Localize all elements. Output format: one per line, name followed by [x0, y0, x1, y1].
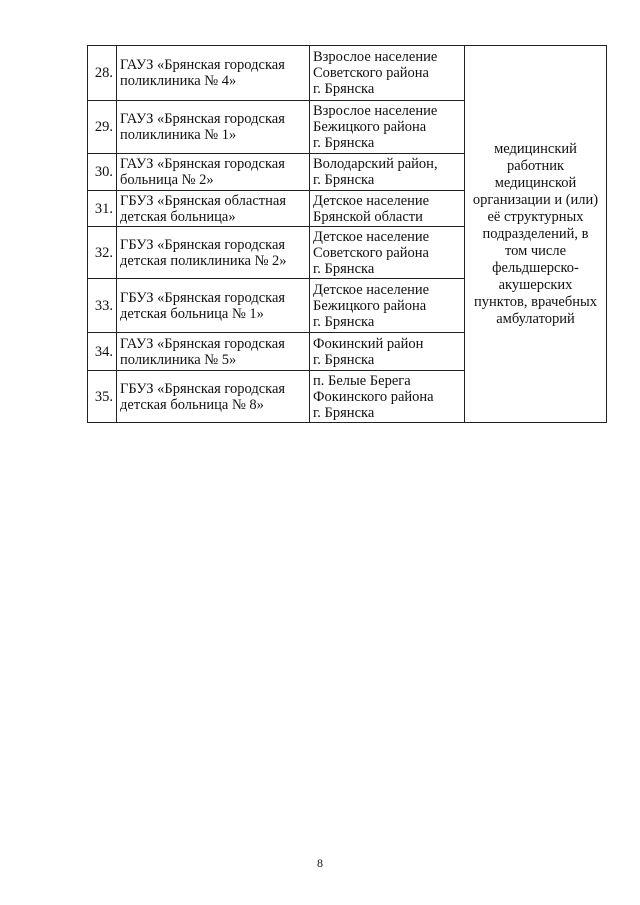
- row-number: 31.: [88, 191, 117, 227]
- table-row: [88, 46, 607, 101]
- responsible-line: медицинский: [494, 140, 577, 157]
- responsible-line: организации и (или): [472, 191, 599, 208]
- row-number: 29.: [88, 101, 117, 154]
- registry-table: [87, 45, 607, 423]
- service-area-line: Фокинского района: [313, 388, 434, 405]
- service-area-cell: [310, 101, 465, 154]
- organization-line: ГБУЗ «Брянская городская: [120, 236, 286, 253]
- organization-line: детская больница № 8»: [120, 396, 264, 413]
- service-area-line: г. Брянска: [313, 313, 375, 330]
- service-area-line: Брянской области: [313, 208, 423, 225]
- responsible-line: акушерских: [498, 276, 573, 293]
- organization-line: детская поликлиника № 2»: [120, 252, 287, 269]
- service-area-cell: [310, 191, 465, 227]
- service-area-line: Советского района: [313, 65, 429, 81]
- row-number: 30.: [88, 154, 117, 191]
- organization-cell: [117, 46, 310, 101]
- organization-line: ГАУЗ «Брянская городская: [120, 111, 285, 127]
- organization-line: ГБУЗ «Брянская областная: [120, 192, 286, 209]
- service-area-line: г. Брянска: [313, 81, 375, 97]
- organization-line: поликлиника № 5»: [120, 351, 237, 368]
- responsible-line: работник: [506, 157, 565, 174]
- row-number: 32.: [88, 227, 117, 279]
- service-area-line: Бежицкого района: [313, 119, 427, 135]
- service-area-cell: [310, 333, 465, 371]
- organization-line: больница № 2»: [120, 172, 214, 188]
- service-area-line: Советского района: [313, 244, 429, 261]
- row-number: 35.: [88, 371, 117, 423]
- service-area-line: Детское население: [313, 228, 430, 245]
- service-area-line: Бежицкого района: [313, 297, 427, 314]
- responsible-line: пунктов, врачебных: [474, 293, 597, 310]
- service-area-line: п. Белые Берега: [313, 372, 411, 389]
- service-area-line: Володарский район,: [313, 156, 438, 172]
- service-area-cell: [310, 279, 465, 333]
- service-area-cell: [310, 46, 465, 101]
- responsible-line: медицинской: [494, 174, 577, 191]
- organization-cell: [117, 227, 310, 279]
- organization-line: ГБУЗ «Брянская городская: [120, 289, 286, 306]
- page-number: 8: [317, 856, 323, 870]
- responsible-line: её структурных: [487, 208, 584, 225]
- organization-cell: [117, 279, 310, 333]
- service-area-line: г. Брянска: [313, 404, 375, 421]
- organization-line: ГАУЗ «Брянская городская: [120, 335, 285, 352]
- service-area-line: Детское население: [313, 192, 430, 209]
- organization-line: поликлиника № 4»: [120, 73, 237, 89]
- organization-line: поликлиника № 1»: [120, 127, 237, 143]
- row-number: 34.: [88, 333, 117, 371]
- responsible-line: том числе: [504, 242, 567, 259]
- organization-line: ГАУЗ «Брянская городская: [120, 156, 285, 172]
- service-area-line: г. Брянска: [313, 135, 375, 151]
- organization-line: ГАУЗ «Брянская городская: [120, 57, 285, 73]
- organization-cell: [117, 101, 310, 154]
- service-area-line: г. Брянска: [313, 172, 375, 188]
- organization-line: ГБУЗ «Брянская городская: [120, 380, 286, 397]
- service-area-line: г. Брянска: [313, 260, 375, 277]
- row-number: 28.: [88, 46, 117, 101]
- responsible-line: подразделений, в: [482, 225, 589, 242]
- service-area-line: Детское население: [313, 281, 430, 298]
- organization-cell: [117, 371, 310, 423]
- organization-line: детская больница»: [120, 208, 236, 225]
- service-area-cell: [310, 371, 465, 423]
- organization-cell: [117, 154, 310, 191]
- responsible-line: фельдшерско-: [492, 259, 579, 276]
- service-area-line: Взрослое население: [313, 103, 438, 119]
- service-area-line: г. Брянска: [313, 351, 375, 368]
- organization-line: детская больница № 1»: [120, 305, 264, 322]
- service-area-cell: [310, 154, 465, 191]
- row-number: 33.: [88, 279, 117, 333]
- organization-cell: [117, 191, 310, 227]
- responsible-party-cell: [465, 46, 607, 423]
- service-area-line: Фокинский район: [313, 335, 424, 352]
- service-area-line: Взрослое население: [313, 49, 438, 65]
- responsible-line: амбулаторий: [496, 310, 575, 327]
- organization-cell: [117, 333, 310, 371]
- service-area-cell: [310, 227, 465, 279]
- registry-body: [88, 46, 607, 423]
